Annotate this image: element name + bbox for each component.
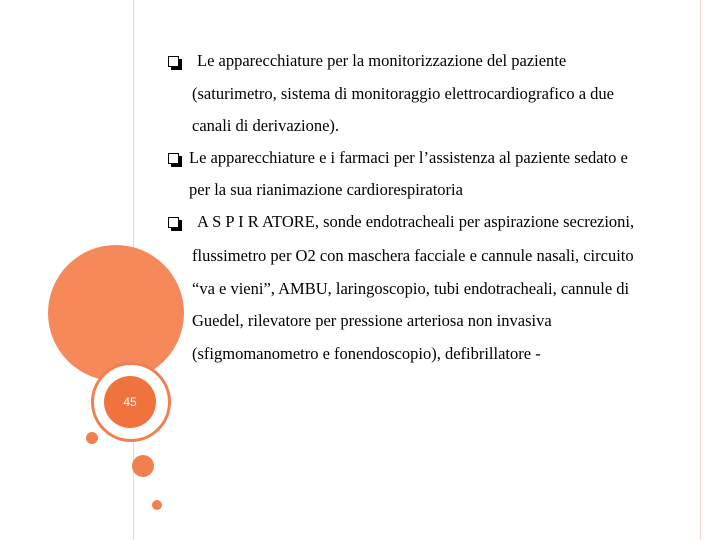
decorative-dot-tiny	[152, 500, 162, 510]
bullet-text-line: Le apparecchiature per la monitorizzazione del paziente	[197, 51, 567, 70]
right-guide-line	[700, 0, 701, 540]
bullet-text-line: per la sua rianimazione cardiorespiratoria	[189, 180, 463, 199]
bullet-text-line: (sfigmomanometro e fonendoscopio), defibrillatore -	[192, 344, 541, 363]
bullet-text-line: canali di derivazione).	[192, 116, 340, 135]
decorative-dot-small	[86, 432, 98, 444]
bullet-text-line: Guedel, rilevatore per pressione arteriosa non invasiva	[192, 311, 552, 330]
decorative-dot-medium	[132, 455, 154, 477]
bullet-text-line: A S P I R ATORE, sonde endotracheali per aspirazione secrezioni,	[197, 212, 635, 231]
checkbox-square-icon	[168, 217, 179, 228]
bullet-text-line: flussimetro per O2 con maschera facciale e cannule nasali, circuito	[192, 246, 634, 265]
slide-number: 45	[123, 395, 137, 409]
checkbox-square-icon	[168, 56, 179, 67]
bullet-text-line: “va e vieni”, AMBU, laringoscopio, tubi endotracheali, cannule di	[192, 279, 630, 298]
slide-number-badge	[104, 376, 156, 428]
bullet-text-line: Le apparecchiature e i farmaci per l’assistenza al paziente sedato e	[189, 148, 628, 167]
decorative-circle-large	[48, 245, 184, 381]
checkbox-square-icon	[168, 153, 179, 164]
bullet-text-line: (saturimetro, sistema di monitoraggio elettrocardiografico a due	[192, 84, 614, 103]
